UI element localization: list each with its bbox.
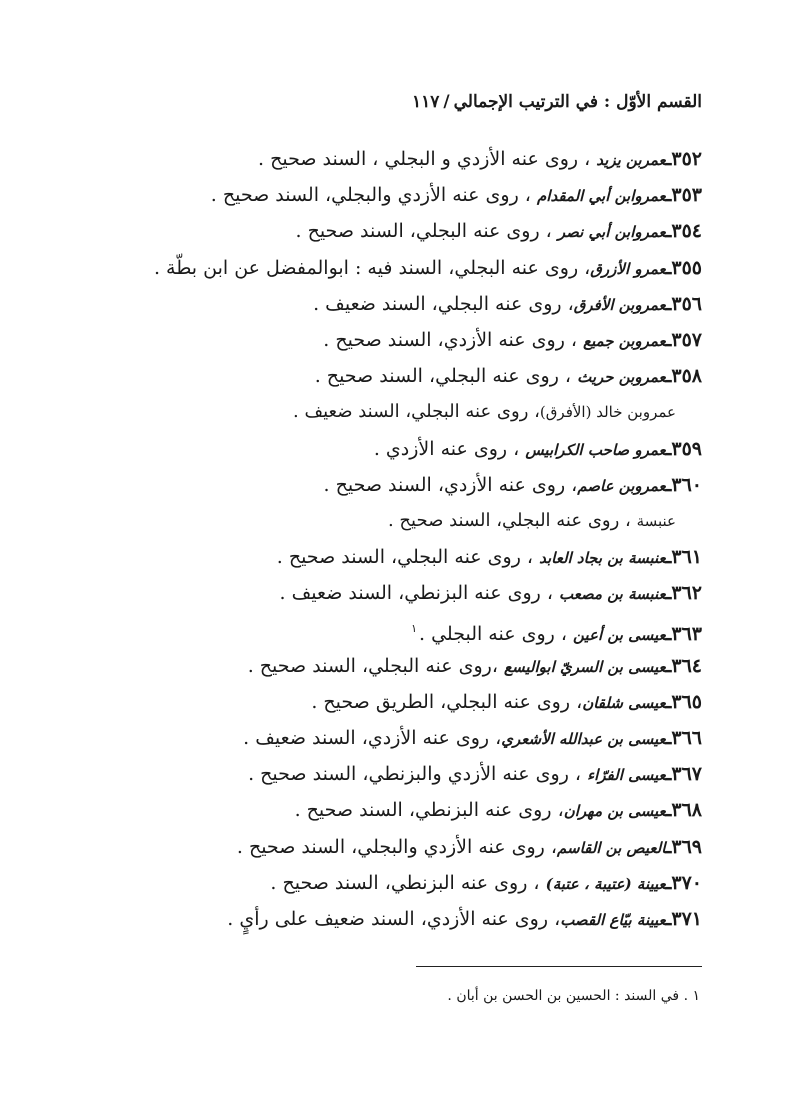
numbered-entry <box>62 829 702 865</box>
entry-dash: ـ <box>665 220 672 243</box>
entry-number: ٣٥٨ <box>671 365 702 388</box>
numbered-entry <box>62 431 702 467</box>
entry-text: ، روى عنه البزنطي، السند صحيح . <box>294 799 564 822</box>
header-separator: / <box>443 92 450 112</box>
sub-entry <box>62 503 702 539</box>
narrator-name: عيسى بن السريّ ابواليسع <box>504 657 666 676</box>
narrator-name: عمروبن الأفرق <box>573 295 666 314</box>
entry-text: ، روى عنه البجلي . <box>419 623 574 646</box>
entry-text: ، روى عنه البجلي، السند ضعيف . <box>293 401 540 423</box>
entry-text: ، روى عنه البجلي، الطريق صحيح . <box>311 690 583 713</box>
entry-list <box>62 141 702 937</box>
entry-number: ٣٥٤ <box>671 220 702 243</box>
entry-dash: ـ <box>665 835 672 858</box>
narrator-name: عيينة بيّاع القصب <box>560 910 666 929</box>
entry-text: ، روى عنه البجلي، السند ضعيف . <box>313 292 574 315</box>
narrator-name: عمروبن حريث <box>577 368 666 387</box>
numbered-entry <box>62 611 702 647</box>
entry-text: ، روى عنه الأزدي والبجلي، السند صحيح . <box>236 835 558 858</box>
entry-number: ٣٦١ <box>671 546 702 569</box>
numbered-entry <box>62 720 702 756</box>
narrator-name: عمرو صاحب الكرابيس <box>525 440 666 459</box>
footnote-marker: ١ <box>411 622 417 636</box>
numbered-entry <box>62 467 702 503</box>
entry-dash: ـ <box>665 763 672 786</box>
numbered-entry <box>62 250 702 286</box>
entry-dash: ـ <box>665 328 672 351</box>
entry-dash: ـ <box>665 799 672 822</box>
narrator-name: عيسى بن عبدالله الأشعري <box>501 730 666 748</box>
entry-dash: ـ <box>665 365 672 388</box>
entry-text: ، روى عنه البجلي، السند صحيح . <box>276 546 540 569</box>
entry-text: ، روى عنه الأزدي، السند ضعيف على رأيٍ . <box>227 907 561 930</box>
entry-number: ٣٥٦ <box>671 292 702 315</box>
entry-dash: ـ <box>665 727 672 749</box>
numbered-entry <box>62 213 702 249</box>
entry-text: ، روى عنه البجلي، السند صحيح . <box>295 220 558 243</box>
narrator-name: عنبسة <box>636 511 676 530</box>
numbered-entry <box>62 286 702 322</box>
numbered-entry <box>62 756 702 792</box>
numbered-entry <box>62 539 702 575</box>
entry-dash: ـ <box>665 546 672 569</box>
entry-number: ٣٥٧ <box>671 328 702 351</box>
entry-text: ، روى عنه البجلي، السند فيه : ابوالمفضل عن ابن بطّة . <box>153 256 591 279</box>
narrator-name: عمروابن أبي نصر <box>557 223 666 242</box>
narrator-name: عيسى الفرّاء <box>587 766 666 785</box>
narrator-name: عمروبن عاصم <box>577 476 666 495</box>
footnote: ١ . في السند : الحسين بن الحسن بن أبان . <box>447 988 700 1004</box>
numbered-entry <box>62 177 702 213</box>
header-title: القسم الأوّل : في الترتيب الإجمالي <box>453 92 702 112</box>
entry-number: ٣٦٥ <box>671 690 702 713</box>
entry-number: ٣٦٤ <box>671 654 702 677</box>
entry-number: ٣٧٠ <box>671 871 702 894</box>
numbered-entry <box>62 141 702 177</box>
entry-dash: ـ <box>665 256 672 279</box>
entry-text: ، روى عنه البزنطي، السند صحيح . <box>270 871 546 894</box>
entry-dash: ـ <box>665 184 672 207</box>
entry-text: ، روى عنه الأزدي، السند صحيح . <box>323 473 578 496</box>
entry-number: ٣٥٢ <box>671 148 702 170</box>
numbered-entry <box>62 322 702 358</box>
entry-text: ، روى عنه الأزدي و البجلي ، السند صحيح . <box>258 148 597 170</box>
entry-dash: ـ <box>665 623 672 646</box>
entry-text: ، روى عنه الأزدي والبزنطي، السند صحيح . <box>248 763 588 786</box>
narrator-name: عيينة (عتيبة ، عتبة) <box>545 874 666 893</box>
numbered-entry <box>62 648 702 684</box>
entry-dash: ـ <box>665 437 672 460</box>
entry-dash: ـ <box>665 292 672 315</box>
entry-dash: ـ <box>665 871 672 894</box>
entry-number: ٣٦٦ <box>671 727 702 749</box>
entry-number: ٣٥٩ <box>671 437 702 460</box>
entry-number: ٣٦٣ <box>671 623 702 646</box>
entry-text: ، روى عنه الأزدي . <box>373 437 526 460</box>
page-number: ١١٧ <box>411 92 440 112</box>
narrator-name: عمروبن جميع <box>583 331 666 350</box>
entry-number: ٣٧١ <box>671 907 702 930</box>
entry-number: ٣٥٣ <box>671 184 702 207</box>
narrator-name: عنبسة بن بجاد العابد <box>539 549 666 568</box>
entry-number: ٣٦٨ <box>671 799 702 822</box>
running-header <box>412 92 702 112</box>
narrator-name: عمربن يزيد <box>596 151 666 169</box>
entry-text: ، روى عنه الأزدي والبجلي، السند صحيح . <box>210 184 537 207</box>
entry-text: ، روى عنه الأزدي، السند صحيح . <box>323 328 584 351</box>
narrator-name: عمروابن أبي المقدام <box>536 187 666 206</box>
entry-text: ، روى عنه البزنطي، السند ضعيف . <box>279 582 560 605</box>
entry-number: ٣٥٥ <box>671 256 702 279</box>
entry-text: ، روى عنه البجلي، السند صحيح . <box>387 509 637 531</box>
entry-dash: ـ <box>665 907 672 930</box>
entry-number: ٣٦٢ <box>671 582 702 605</box>
narrator-name: عنبسة بن مصعب <box>559 585 666 604</box>
numbered-entry <box>62 684 702 720</box>
numbered-entry <box>62 901 702 937</box>
narrator-name: عمرو الأزرق <box>590 259 666 278</box>
numbered-entry <box>62 575 702 611</box>
entry-text: ، روى عنه البجلي، السند صحيح . <box>314 365 578 388</box>
entry-number: ٣٦٩ <box>671 835 702 858</box>
narrator-name: عيسى بن أعين <box>573 626 666 645</box>
entry-number: ٣٦٧ <box>671 763 702 786</box>
narrator-name: العيص بن القاسم <box>557 838 666 857</box>
entry-text: ،روى عنه البجلي، السند صحيح . <box>247 654 505 677</box>
narrator-name: عيسى بن مهران <box>563 802 666 821</box>
entry-dash: ـ <box>665 582 672 605</box>
sub-entry <box>62 394 702 430</box>
footnote-divider <box>416 966 702 967</box>
entry-dash: ـ <box>665 148 672 170</box>
entry-dash: ـ <box>665 654 672 677</box>
entry-number: ٣٦٠ <box>671 473 702 496</box>
numbered-entry <box>62 865 702 901</box>
entry-text: ، روى عنه الأزدي، السند ضعيف . <box>243 727 502 749</box>
entry-dash: ـ <box>665 690 672 713</box>
entry-dash: ـ <box>665 473 672 496</box>
numbered-entry <box>62 358 702 394</box>
narrator-name: عيسى شلقان <box>582 693 666 712</box>
narrator-name: عمروبن خالد (الأفرق) <box>539 403 676 422</box>
numbered-entry <box>62 792 702 828</box>
